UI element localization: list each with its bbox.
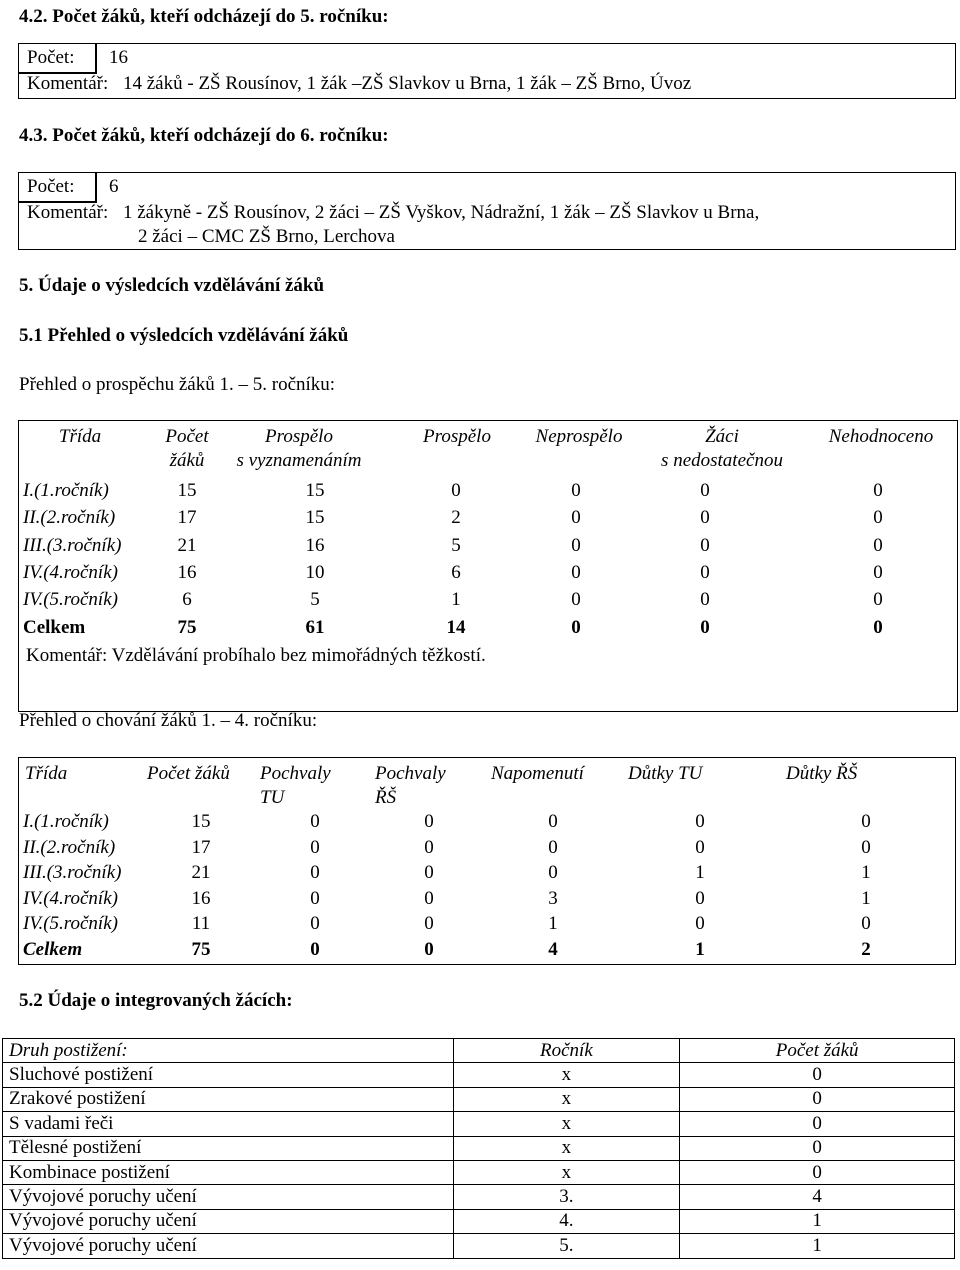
table-cell-nedost: 0 bbox=[700, 534, 710, 556]
comment-text: 14 žáků - ZŠ Rousínov, 1 žák –ZŠ Slavkov u Brna, 1 žák – ZŠ Brno, Úvoz bbox=[123, 73, 692, 94]
table-cell-pocet: 17 bbox=[177, 507, 197, 529]
table-cell-druh: Kombinace postižení bbox=[3, 1160, 454, 1184]
table-cell-prs: 0 bbox=[424, 913, 434, 935]
count-value: 6 bbox=[109, 176, 119, 197]
table-cell-pocet: 21 bbox=[177, 534, 197, 556]
header-dutky-rs: Důtky ŘŠ bbox=[786, 763, 858, 784]
table-cell-vyzn: 16 bbox=[305, 534, 325, 556]
table-cell-drs: 0 bbox=[861, 913, 871, 935]
table-cell-neprosp: 0 bbox=[571, 480, 581, 501]
table-cell-dtu: 1 bbox=[695, 862, 705, 884]
header-trida: Třída bbox=[58, 426, 102, 447]
table-cell-nehod: 0 bbox=[873, 480, 883, 501]
table-cell-prosp: 2 bbox=[451, 507, 461, 529]
table-cell-prosp: 0 bbox=[451, 480, 461, 501]
comment-label: Komentář: bbox=[27, 73, 109, 94]
comment-text-line1: 1 žákyně - ZŠ Rousínov, 2 žáci – ZŠ Vyškov, Nádražní, 1 žák – ZŠ Slavkov u Brna, bbox=[123, 202, 760, 223]
prospech-caption: Přehled o prospěchu žáků 1. – 5. ročníku: bbox=[19, 374, 336, 395]
header-rocnik: Ročník bbox=[453, 1039, 680, 1063]
count-value: 16 bbox=[109, 47, 128, 68]
table-cell-pocet: 1 bbox=[680, 1209, 955, 1233]
table-cell-pocet: 0 bbox=[680, 1136, 955, 1160]
table-cell-dtu: 0 bbox=[695, 887, 705, 909]
table-cell-nedost: 0 bbox=[700, 616, 710, 638]
table-cell-napom: 0 bbox=[548, 836, 558, 858]
table-cell-drs: 0 bbox=[861, 836, 871, 858]
table-row-class: III.(3.ročník) bbox=[23, 534, 122, 556]
chovani-table bbox=[18, 757, 956, 965]
table-row bbox=[3, 1185, 955, 1209]
section-4-3-heading: 4.3. Počet žáků, kteří odcházejí do 6. ročníku: bbox=[19, 125, 389, 146]
table-cell-rocnik: x bbox=[453, 1063, 680, 1087]
table-cell-druh: Vývojové poruchy učení bbox=[3, 1209, 454, 1233]
header-pochvaly-tu-line1: Pochvaly bbox=[260, 763, 331, 784]
count-label: Počet: bbox=[27, 47, 75, 68]
table-header-row bbox=[3, 1039, 955, 1063]
header-pocet-zaku: Počet žáků bbox=[680, 1039, 955, 1063]
integrated-table-body bbox=[3, 1039, 955, 1259]
section-4-2-heading: 4.2. Počet žáků, kteří odcházejí do 5. ročníku: bbox=[19, 6, 389, 27]
header-nedostatecna-line1: Žáci bbox=[705, 426, 739, 447]
table-cell-nehod: 0 bbox=[873, 616, 883, 638]
table-row-class: Celkem bbox=[23, 939, 83, 960]
header-pochvaly-rs-line1: Pochvaly bbox=[375, 763, 446, 784]
table-cell-drs: 2 bbox=[861, 939, 871, 960]
table-cell-nedost: 0 bbox=[700, 507, 710, 529]
integrated-students-table bbox=[2, 1038, 955, 1259]
table-cell-druh: S vadami řeči bbox=[3, 1112, 454, 1136]
table-cell-nehod: 0 bbox=[873, 507, 883, 529]
table-cell-pocet: 0 bbox=[680, 1063, 955, 1087]
table-cell-druh: Vývojové poruchy učení bbox=[3, 1234, 454, 1258]
table-cell-prs: 0 bbox=[424, 887, 434, 909]
table-cell-pocet: 0 bbox=[680, 1087, 955, 1111]
table-cell-prs: 0 bbox=[424, 836, 434, 858]
chovani-caption: Přehled o chování žáků 1. – 4. ročníku: bbox=[19, 710, 318, 731]
table-cell-nehod: 0 bbox=[873, 534, 883, 556]
table-cell-ptu: 0 bbox=[310, 913, 320, 935]
table-cell-nehod: 0 bbox=[873, 561, 883, 583]
header-druh-postizeni: Druh postižení: bbox=[3, 1039, 454, 1063]
table-row bbox=[3, 1087, 955, 1111]
table-cell-prosp: 5 bbox=[451, 534, 461, 556]
comment-label: Komentář: bbox=[27, 202, 109, 223]
table-cell-pocet: 21 bbox=[191, 862, 211, 884]
table-cell-napom: 1 bbox=[548, 913, 558, 935]
table-cell-nedost: 0 bbox=[700, 480, 710, 501]
table-cell-prosp: 1 bbox=[451, 589, 461, 611]
table-cell-pocet: 0 bbox=[680, 1160, 955, 1184]
count-divider bbox=[95, 44, 97, 72]
prospech-table bbox=[18, 420, 958, 712]
table-row-class: I.(1.ročník) bbox=[23, 811, 109, 832]
table-row-class: I.(1.ročník) bbox=[23, 480, 109, 501]
table-cell-prs: 0 bbox=[424, 939, 434, 960]
table-row-class: IV.(5.ročník) bbox=[23, 589, 118, 611]
table-row bbox=[3, 1234, 955, 1258]
table-cell-pocet: 16 bbox=[177, 561, 197, 583]
table-cell-rocnik: x bbox=[453, 1136, 680, 1160]
table-row-class: III.(3.ročník) bbox=[23, 862, 122, 884]
table-cell-neprosp: 0 bbox=[571, 616, 581, 638]
table-cell-dtu: 1 bbox=[695, 939, 705, 960]
table-row-class: II.(2.ročník) bbox=[23, 507, 116, 529]
table-cell-ptu: 0 bbox=[310, 887, 320, 909]
table-row-class: II.(2.ročník) bbox=[23, 836, 116, 858]
table-cell-druh: Zrakové postižení bbox=[3, 1087, 454, 1111]
table-cell-dtu: 0 bbox=[695, 836, 705, 858]
header-pochvaly-rs-line2: ŘŠ bbox=[375, 787, 397, 808]
table-cell-nedost: 0 bbox=[700, 589, 710, 611]
table-cell-drs: 1 bbox=[861, 887, 871, 909]
table-cell-prs: 0 bbox=[424, 811, 434, 832]
header-prospelo: Prospělo bbox=[423, 426, 491, 447]
section-5-heading: 5. Údaje o výsledcích vzdělávání žáků bbox=[19, 275, 325, 296]
table-cell-prosp: 14 bbox=[446, 616, 466, 638]
table-cell-prosp: 6 bbox=[451, 561, 461, 583]
table-cell-ptu: 0 bbox=[310, 939, 320, 960]
header-pocet-zaku: Počet žáků bbox=[147, 763, 230, 784]
header-dutky-tu: Důtky TU bbox=[628, 763, 703, 784]
header-vyznamenani-line2: s vyznamenáním bbox=[236, 450, 362, 471]
table-row bbox=[3, 1136, 955, 1160]
header-nedostatecna-line2: s nedostatečnou bbox=[661, 450, 783, 471]
header-nehodnoceno: Nehodnoceno bbox=[828, 426, 934, 447]
table-cell-pocet: 17 bbox=[191, 836, 211, 858]
table-cell-nehod: 0 bbox=[873, 589, 883, 611]
header-trida: Třída bbox=[25, 763, 68, 784]
header-napomenuti: Napomenutí bbox=[491, 763, 584, 784]
table-cell-pocet: 75 bbox=[191, 939, 211, 960]
table-cell-nedost: 0 bbox=[700, 561, 710, 583]
header-neprospelo: Neprospělo bbox=[535, 426, 623, 447]
table-cell-napom: 3 bbox=[548, 887, 558, 909]
table-row-class: IV.(4.ročník) bbox=[23, 561, 118, 583]
count-label: Počet: bbox=[27, 176, 75, 197]
table-cell-rocnik: 4. bbox=[453, 1209, 680, 1233]
header-vyznamenani-line1: Prospělo bbox=[265, 426, 333, 447]
section-5-2-heading: 5.2 Údaje o integrovaných žácích: bbox=[19, 990, 293, 1011]
table-cell-druh: Sluchové postižení bbox=[3, 1063, 454, 1087]
table-cell-neprosp: 0 bbox=[571, 534, 581, 556]
table-row-class: IV.(4.ročník) bbox=[23, 887, 118, 909]
table-cell-pocet: 11 bbox=[191, 913, 211, 935]
table-cell-drs: 1 bbox=[861, 862, 871, 884]
table-row bbox=[3, 1160, 955, 1184]
prospech-comment: Komentář: Vzdělávání probíhalo bez mimořádných těžkostí. bbox=[26, 645, 486, 666]
table-cell-pocet: 16 bbox=[191, 887, 211, 909]
table-cell-pocet: 15 bbox=[191, 811, 211, 832]
table-cell-ptu: 0 bbox=[310, 862, 320, 884]
table-cell-neprosp: 0 bbox=[571, 507, 581, 529]
table-row bbox=[3, 1112, 955, 1136]
table-cell-rocnik: x bbox=[453, 1112, 680, 1136]
table-cell-neprosp: 0 bbox=[571, 589, 581, 611]
table-cell-rocnik: 5. bbox=[453, 1234, 680, 1258]
comment-text-line2: 2 žáci – CMC ZŠ Brno, Lerchova bbox=[138, 226, 395, 247]
table-cell-pocet: 75 bbox=[177, 616, 197, 638]
section-5-1-heading: 5.1 Přehled o výsledcích vzdělávání žáků bbox=[19, 325, 349, 346]
table-cell-druh: Vývojové poruchy učení bbox=[3, 1185, 454, 1209]
table-cell-prs: 0 bbox=[424, 862, 434, 884]
header-pochvaly-tu-line2: TU bbox=[260, 787, 285, 808]
table-cell-vyzn: 15 bbox=[305, 507, 325, 529]
section-4-3-box bbox=[18, 172, 956, 250]
table-cell-rocnik: 3. bbox=[453, 1185, 680, 1209]
table-cell-pocet: 4 bbox=[680, 1185, 955, 1209]
table-cell-napom: 0 bbox=[548, 862, 558, 884]
table-cell-ptu: 0 bbox=[310, 811, 320, 832]
table-cell-rocnik: x bbox=[453, 1087, 680, 1111]
table-cell-vyzn: 15 bbox=[305, 480, 325, 501]
table-cell-vyzn: 10 bbox=[305, 561, 325, 583]
count-divider bbox=[95, 173, 97, 201]
table-cell-pocet: 15 bbox=[177, 480, 197, 501]
table-cell-neprosp: 0 bbox=[571, 561, 581, 583]
table-row-class: Celkem bbox=[23, 616, 86, 638]
table-cell-napom: 0 bbox=[548, 811, 558, 832]
table-cell-pocet: 1 bbox=[680, 1234, 955, 1258]
table-cell-pocet: 0 bbox=[680, 1112, 955, 1136]
table-cell-druh: Tělesné postižení bbox=[3, 1136, 454, 1160]
table-row-class: IV.(5.ročník) bbox=[23, 913, 118, 935]
table-cell-dtu: 0 bbox=[695, 913, 705, 935]
table-cell-rocnik: x bbox=[453, 1160, 680, 1184]
section-4-2-box bbox=[18, 43, 956, 99]
header-pocet-line1: Počet bbox=[165, 426, 209, 447]
table-row bbox=[3, 1063, 955, 1087]
header-pocet-line2: žáků bbox=[169, 450, 205, 471]
table-cell-pocet: 6 bbox=[182, 589, 192, 611]
table-cell-ptu: 0 bbox=[310, 836, 320, 858]
table-cell-napom: 4 bbox=[548, 939, 558, 960]
table-cell-dtu: 0 bbox=[695, 811, 705, 832]
table-cell-vyzn: 61 bbox=[305, 616, 325, 638]
table-cell-drs: 0 bbox=[861, 811, 871, 832]
table-cell-vyzn: 5 bbox=[310, 589, 320, 611]
table-row bbox=[3, 1209, 955, 1233]
